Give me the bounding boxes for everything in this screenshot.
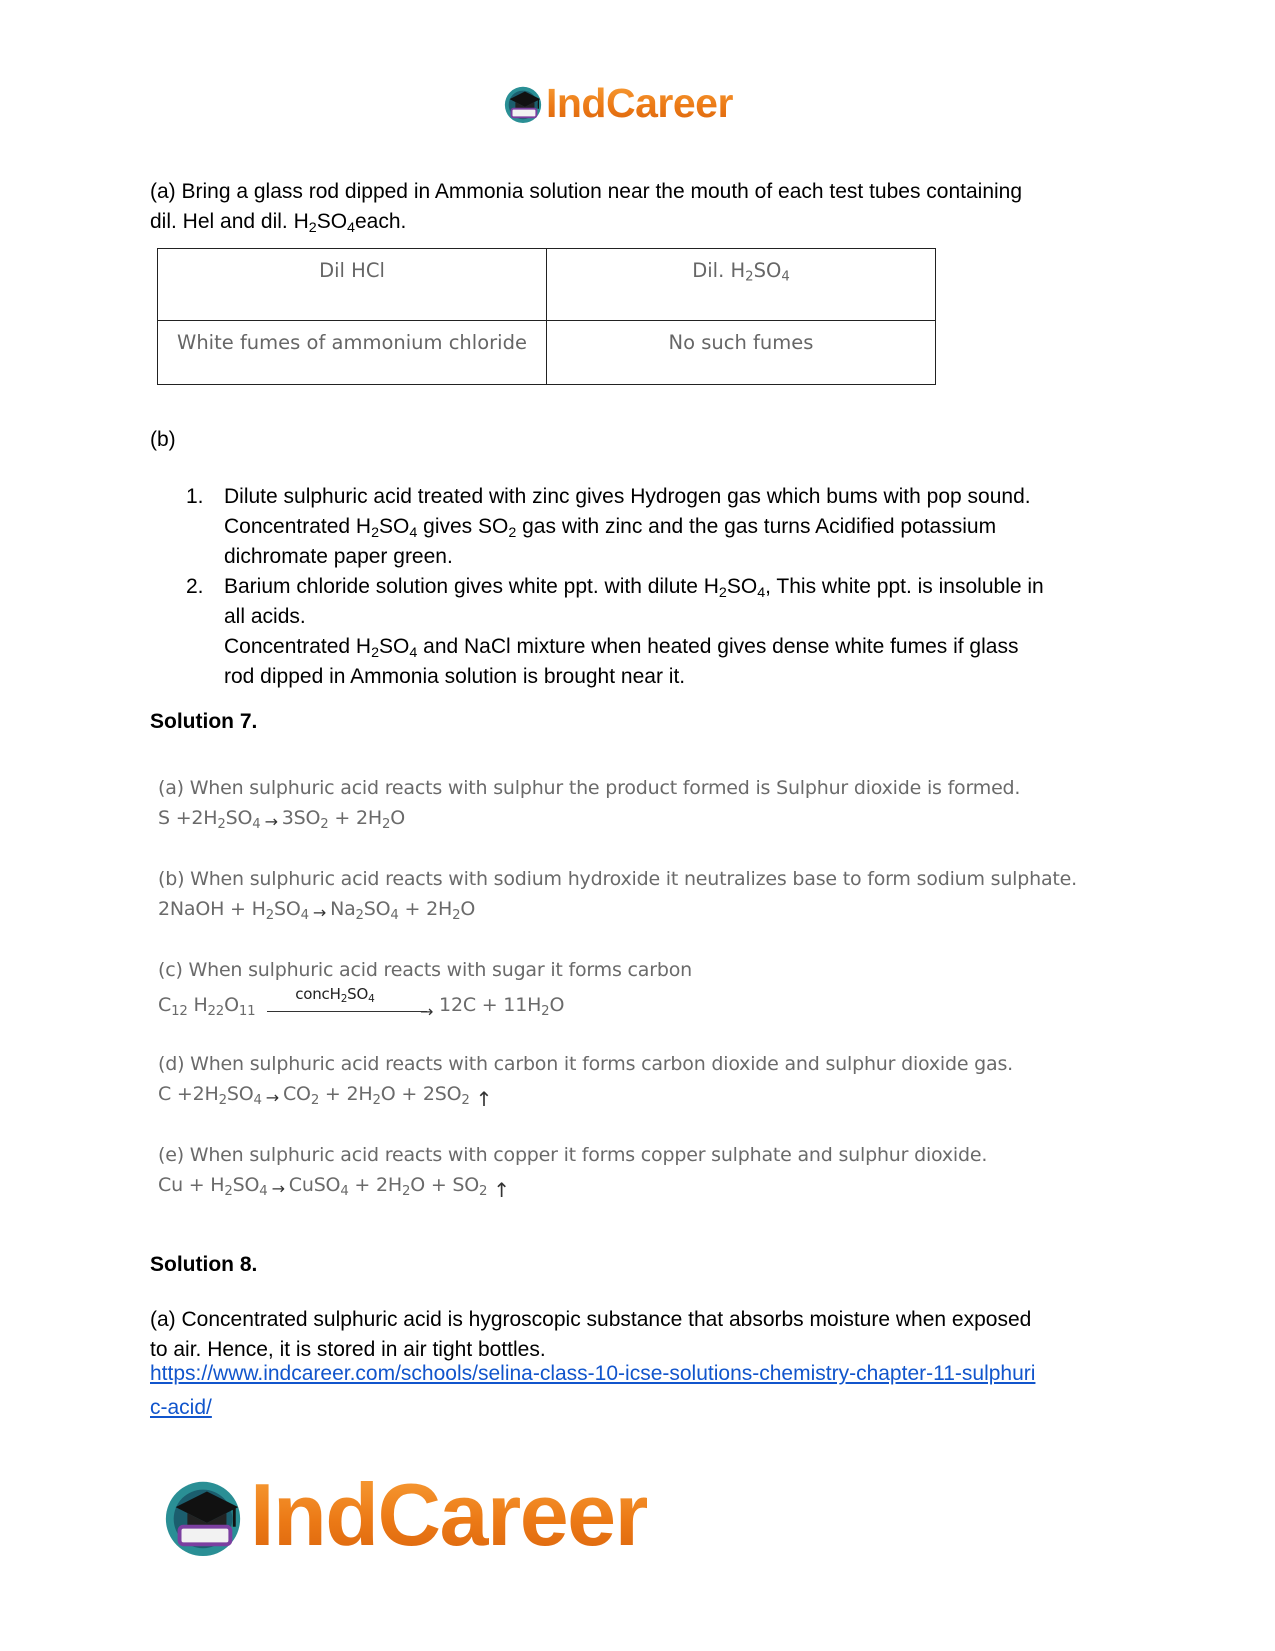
arrow-icon: → — [271, 1179, 285, 1198]
table-row — [158, 249, 936, 321]
solution-7-b — [158, 868, 1138, 922]
solution-7-e — [158, 1144, 1138, 1202]
graduation-cap-icon — [502, 82, 544, 124]
source-link[interactable]: https://www.indcareer.com/schools/selina-class-10-icse-solutions-chemistry-chapter-11-sulphuri c-acid/ — [150, 1362, 1036, 1419]
solution-7-d — [158, 1053, 1138, 1111]
footer-logo — [160, 1465, 647, 1565]
up-arrow-icon: ↑ — [475, 1087, 493, 1111]
list-item: 2. Barium chloride solution gives white ppt. with dilute $H_2SO_4$, This white ppt. is insoluble in all acids. Concentrated $H_2SO_4$ and NaCl mixture when heated gives dense white fumes if glass rod dipped in Ammonia solution is brought near it. — [186, 575, 1044, 688]
list-item: 1. Dilute sulphuric acid treated with zinc gives Hydrogen gas which bums with pop sound. Concentrated $H_2SO_4$ gives $SO_2$ gas with zinc and the gas turns Acidified potassium dichromate paper green. — [186, 485, 1031, 568]
equation-c: $C_{12}$ $H_{22}O_{11}$ $concH_2SO_4$ → $12C + 11H_2O$ — [158, 985, 565, 1021]
table-row — [158, 321, 936, 385]
solution-7-a — [158, 777, 1138, 831]
solution-7-b-text: (b) When sulphuric acid reacts with sodium hydroxide it neutralizes base to form sodium sulphate. — [158, 868, 1077, 890]
solution-8-a: (a) Concentrated sulphuric acid is hygroscopic substance that absorbs moisture when exposed to air. Hence, it is stored in air tight bottles. — [150, 1308, 1032, 1361]
part-a-paragraph — [150, 177, 1130, 237]
part-a-line2: dil. Hel and dil. $H_2SO_4each$. — [150, 210, 407, 236]
solution-7-a-text: (a) When sulphuric acid reacts with sulphur the product formed is Sulphur dioxide is formed. — [158, 777, 1021, 799]
table-cell: No such fumes — [547, 321, 936, 385]
part-b-label: (b) — [150, 428, 176, 451]
solution-7-d-text: (d) When sulphuric acid reacts with carbon it forms carbon dioxide and sulphur dioxide gas. — [158, 1053, 1014, 1075]
table-cell: White fumes of ammonium chloride — [158, 321, 547, 385]
header-logo — [502, 78, 733, 128]
part-a-line1: (a) Bring a glass rod dipped in Ammonia solution near the mouth of each test tubes containing — [150, 180, 1023, 203]
solution-7-heading: Solution 7. — [150, 710, 258, 733]
solution-8-heading: Solution 8. — [150, 1253, 258, 1276]
solution-7-c — [158, 959, 1138, 1021]
arrow-icon: → — [265, 1088, 279, 1107]
equation-d: $C +2H_2SO_4 \to CO_2 + 2H_2O + 2SO_2$ ↑ — [158, 1083, 493, 1111]
table-header-dil-h2so4: Dil. $H_2SO_4$ — [547, 249, 936, 321]
equation-e: $Cu + H_2SO_4$ → CuSO$_4$ + $2H_2O + SO_2$ ↑ — [158, 1174, 510, 1202]
part-b-list — [150, 482, 1130, 692]
arrow-icon: → — [312, 903, 327, 922]
table-header-dil-hcl: Dil HCl — [158, 249, 547, 321]
up-arrow-icon: ↑ — [493, 1178, 510, 1202]
reaction-condition-arrow: $concH_2SO_4$ → — [267, 989, 427, 1015]
solution-7-e-text: (e) When sulphuric acid reacts with copper it forms copper sulphate and sulphur dioxide. — [158, 1144, 988, 1166]
solution-7-c-text: (c) When sulphuric acid reacts with sugar it forms carbon — [158, 959, 692, 981]
comparison-table — [157, 248, 936, 385]
equation-a: $S +2H_2SO_4 \to 3SO_2 + 2H_2O$ — [158, 807, 405, 832]
equation-b: 2NaOH + $H_2SO_4 \to Na_2SO_4 + 2H_2O$ — [158, 898, 476, 923]
brand-name: IndCareer — [250, 1465, 648, 1564]
graduation-cap-icon — [160, 1472, 246, 1558]
brand-name: IndCareer — [546, 79, 733, 126]
arrow-icon: → — [264, 812, 278, 831]
